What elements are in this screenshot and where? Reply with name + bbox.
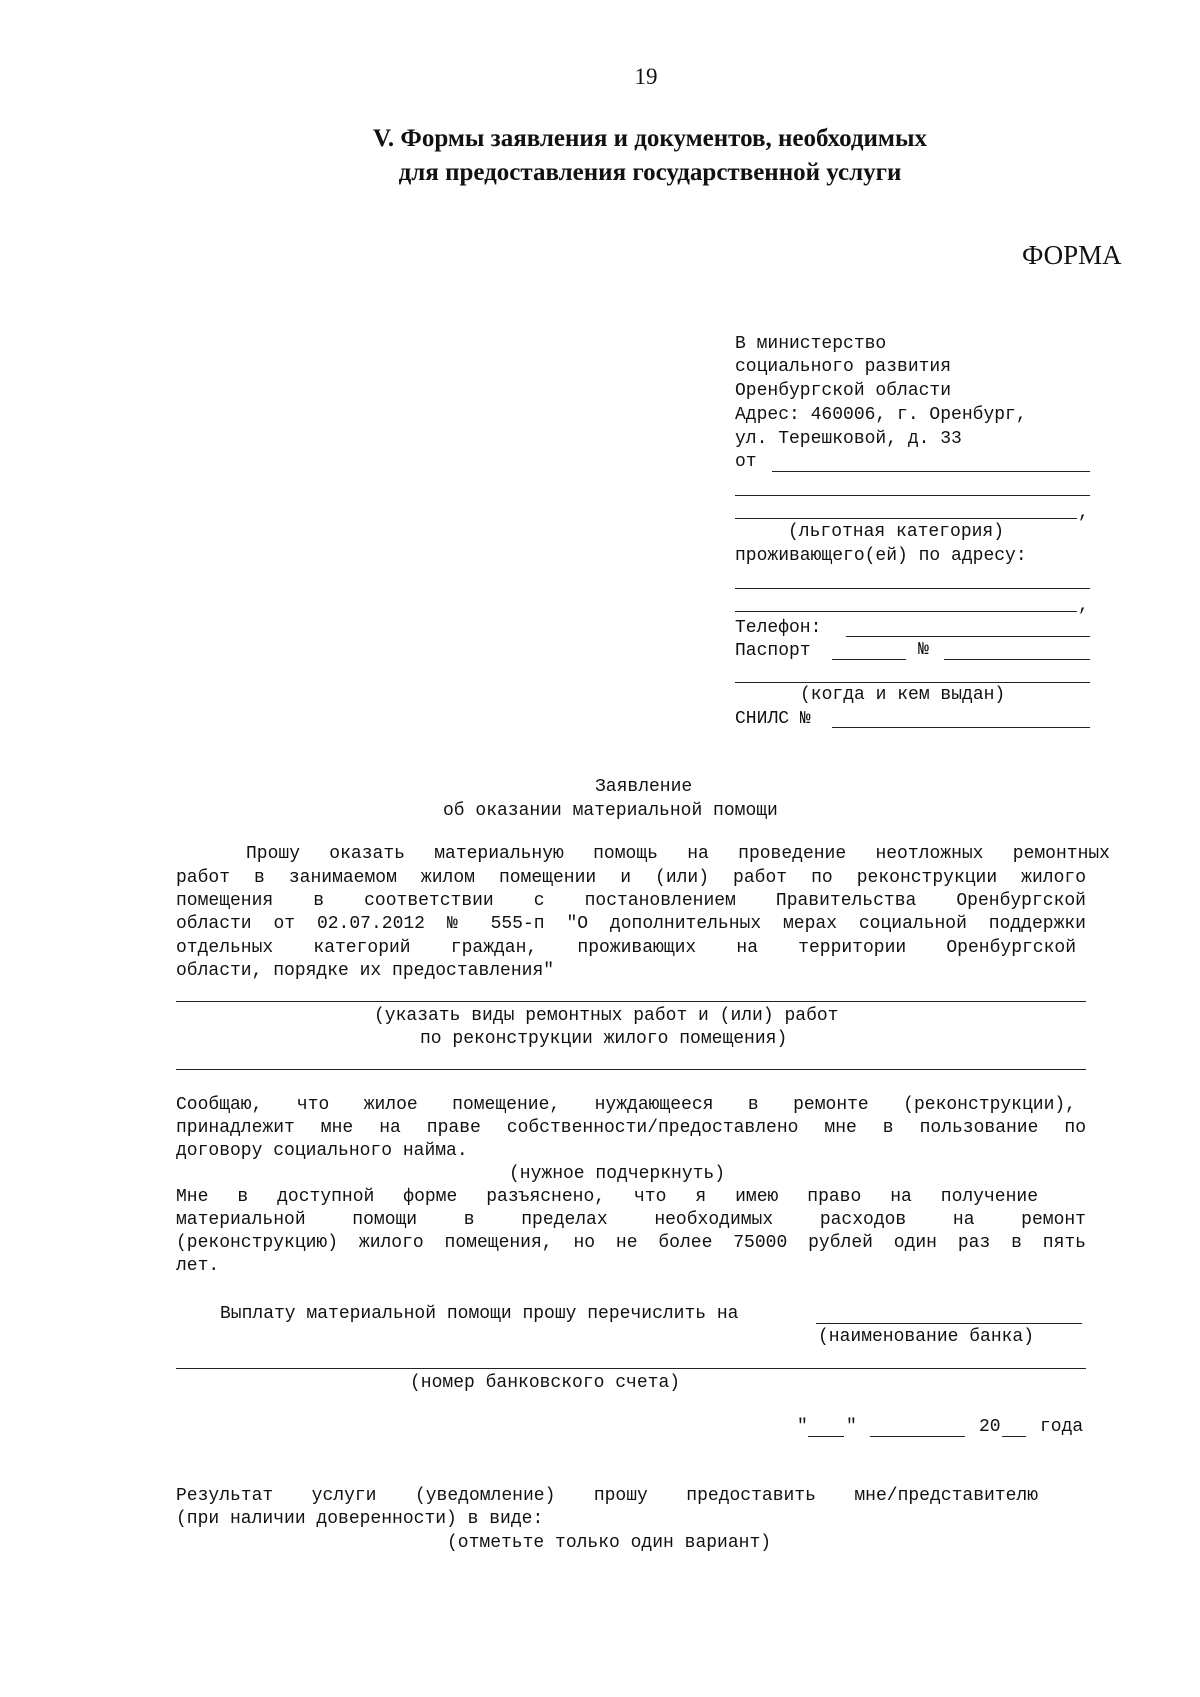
addressee-line-1: В министерство (735, 334, 887, 354)
underline-caption: (нужное подчеркнуть) (509, 1164, 726, 1184)
section-title (330, 122, 970, 190)
section-title-line-2: для предоставления государственной услуги (398, 159, 902, 186)
para1-line-6: области, порядке их предоставления" (176, 961, 555, 981)
date-quote-close: " (846, 1417, 857, 1437)
address-field-line-2[interactable] (735, 611, 1077, 612)
addressee-line-5: ул. Терешковой, д. 33 (735, 429, 962, 449)
works-caption-1: (указать виды ремонтных работ и (или) работ (374, 1006, 839, 1026)
date-month-line[interactable] (870, 1436, 965, 1437)
statement-title: Заявление (595, 777, 693, 797)
form-label: ФОРМА (1022, 240, 1122, 270)
issued-caption: (когда и кем выдан) (800, 685, 1006, 705)
addressee-line-3: Оренбургской области (735, 381, 952, 401)
from-field-line[interactable] (772, 471, 1090, 472)
date-year-line[interactable] (1002, 1436, 1026, 1437)
para2-line-1: Сообщаю, что жилое помещение, нуждающееся в ремонте (реконструкции), (176, 1095, 1076, 1115)
result-caption: (отметьте только один вариант) (447, 1533, 772, 1553)
passport-issued-line[interactable] (735, 682, 1090, 683)
page-number: 19 (634, 64, 658, 89)
bank-field-line[interactable] (816, 1323, 1082, 1324)
section-title-line-1: V. Формы заявления и документов, необходимых (373, 125, 927, 152)
para3-line-3: (реконструкцию) жилого помещения, но не более 75000 рублей один раз в пять (176, 1233, 1086, 1253)
category-field-line[interactable] (735, 518, 1077, 519)
payment-text: Выплату материальной помощи прошу перечислить на (220, 1304, 739, 1324)
comma-1: , (1078, 503, 1089, 523)
date-year-prefix: 20 (979, 1417, 1001, 1437)
works-field-line-1[interactable] (176, 1001, 1086, 1002)
date-quote-open: " (797, 1417, 808, 1437)
para1-line-2: работ в занимаемом жилом помещении и (или) работ по реконструкции жилого (176, 868, 1086, 888)
passport-number-sign: № (918, 640, 929, 660)
bank-caption: (наименование банка) (818, 1327, 1035, 1347)
para3-line-2: материальной помощи в пределах необходимых расходов на ремонт (176, 1210, 1086, 1230)
statement-subtitle: об оказании материальной помощи (443, 801, 778, 821)
para1-line-3: помещения в соответствии с постановлением Правительства Оренбургской (176, 891, 1086, 911)
works-caption-2: по реконструкции жилого помещения) (420, 1029, 788, 1049)
phone-field-line[interactable] (846, 636, 1090, 637)
addressee-line-4: Адрес: 460006, г. Оренбург, (735, 405, 1027, 425)
comma-2: , (1078, 596, 1089, 616)
phone-label: Телефон: (735, 618, 822, 638)
from-label: от (735, 452, 757, 472)
para1-line-1: Прошу оказать материальную помощь на проведение неотложных ремонтных (246, 844, 1110, 864)
date-day-line[interactable] (808, 1436, 844, 1437)
para2-line-3: договору социального найма. (176, 1141, 468, 1161)
account-caption: (номер банковского счета) (410, 1373, 681, 1393)
residing-label: проживающего(ей) по адресу: (735, 546, 1027, 566)
para3-line-4: лет. (176, 1256, 220, 1276)
date-year-suffix: года (1040, 1417, 1084, 1437)
passport-number-line[interactable] (944, 659, 1090, 660)
snils-field-line[interactable] (832, 727, 1090, 728)
addressee-line-2: социального развития (735, 357, 952, 377)
para1-line-5: отдельных категорий граждан, проживающих на территории Оренбургской (176, 938, 1076, 958)
works-field-line-2[interactable] (176, 1069, 1086, 1070)
result-line-1: Результат услуги (уведомление) прошу предоставить мне/представителю (176, 1486, 1038, 1506)
para1-line-4: области от 02.07.2012 № 555-п "О дополнительных мерах социальной поддержки (176, 914, 1086, 934)
result-line-2: (при наличии доверенности) в виде: (176, 1509, 544, 1529)
para3-line-1: Мне в доступной форме разъяснено, что я имею право на получение (176, 1187, 1038, 1207)
para2-line-2: принадлежит мне на праве собственности/предоставлено мне в пользование по (176, 1118, 1086, 1138)
from-field-line-2[interactable] (735, 495, 1090, 496)
passport-series-line[interactable] (832, 659, 906, 660)
snils-label: СНИЛС № (735, 709, 811, 729)
passport-label: Паспорт (735, 641, 811, 661)
address-field-line-1[interactable] (735, 588, 1090, 589)
account-field-line[interactable] (176, 1368, 1086, 1369)
category-caption: (льготная категория) (788, 522, 1005, 542)
